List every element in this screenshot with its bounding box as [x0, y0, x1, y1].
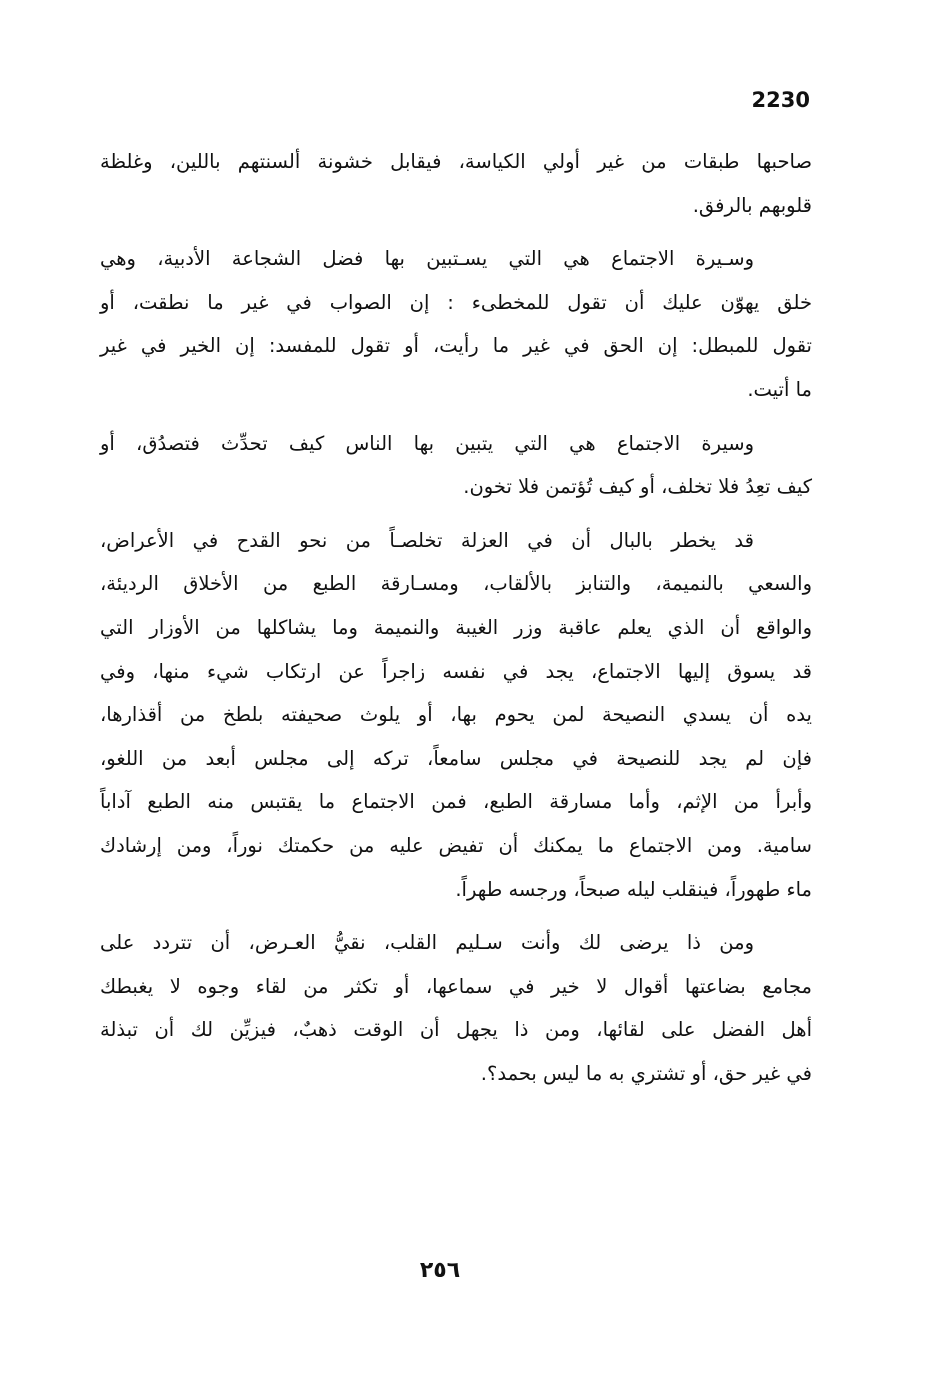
text-line: خلق يهوّن عليك أن تقول للمخطىء : إن الصواب في غير ما نطقت، أو — [100, 290, 812, 314]
text-line: ما أتيت. — [747, 377, 812, 401]
text-line: سامية. ومن الاجتماع ما يمكنك أن تفيض عليه من حكمتك نوراً، ومن إرشادك — [100, 833, 812, 857]
text-line: مجامع بضاعتها أقوال لا خير في سماعها، أو تكثر من لقاء وجوه لا يغبطك — [100, 974, 812, 998]
text-line: والواقع أن الذي يعلم عاقبة وزر الغيبة والنميمة وما يشاكلها من الأوزار التي — [100, 615, 812, 639]
text-line: أهل الفضل على لقائها، ومن ذا يجهل أن الوقت ذهبٌ، فيزيِّن لك أن تبذلة — [100, 1018, 812, 1042]
text-line: وسـيرة الاجتماع هي التي يسـتبين بها فضل الشجاعة الأدبية، وهي — [100, 247, 754, 271]
text-line: يده أن يسدي النصيحة لمن يحوم بها، أو يلوث صحيفته بلطخ من أقذارها، — [100, 703, 812, 727]
paragraph — [100, 422, 812, 509]
text-line: كيف تعِدُ فلا تخلف، أو كيف تُؤتمن فلا تخون. — [463, 475, 812, 499]
body-text — [100, 140, 812, 1105]
text-line: والسعي بالنميمة، والتنابز بالألقاب، ومسـارقة الطبع من الأخلاق الرديئة، — [100, 572, 812, 596]
text-line: تقول للمبطل: إن الحق في غير ما رأيت، أو تقول للمفسد: إن الخير في غير — [100, 334, 812, 358]
paragraph — [100, 921, 812, 1095]
text-line: قلوبهم بالرفق. — [692, 193, 812, 217]
text-line: قد يخطر بالبال أن في العزلة تخلصـاً من نحو القدح في الأعراض، — [100, 528, 754, 552]
paragraph — [100, 140, 812, 227]
text-line: وأبرأ من الإثم، وأما مسارقة الطبع، فمن الاجتماع ما يقتبس منه الطبع آداباً — [100, 790, 812, 814]
text-line: وسيرة الاجتماع هي التي يتبين بها الناس كيف تحدِّث فتصدُق، أو — [100, 431, 754, 455]
text-line: فإن لم يجد للنصيحة في مجلس سامعاً، تركه إلى مجلس أبعد من اللغو، — [100, 746, 812, 770]
text-line: ومن ذا يرضى لك وأنت سـليم القلب، نقيُّ العـرض، أن تتردد على — [100, 931, 754, 955]
text-line: قد يسوق إليها الاجتماع، يجد في نفسه زاجراً عن ارتكاب شيء منها، وفي — [100, 659, 812, 683]
header-number: 2230 — [751, 88, 810, 112]
paragraph — [100, 519, 812, 911]
page-number: ٢٥٦ — [419, 1258, 461, 1283]
paragraph — [100, 237, 812, 411]
text-line: صاحبها طبقات من غير أولي الكياسة، فيقابل خشونة ألسنتهم باللين، وغلظة — [100, 150, 812, 173]
text-line: في غير حق، أو تشتري به ما ليس بحمد؟. — [480, 1061, 812, 1085]
text-line: ماء طهوراً، فينقلب ليله صبحاً، ورجسه طهراً. — [455, 877, 812, 901]
